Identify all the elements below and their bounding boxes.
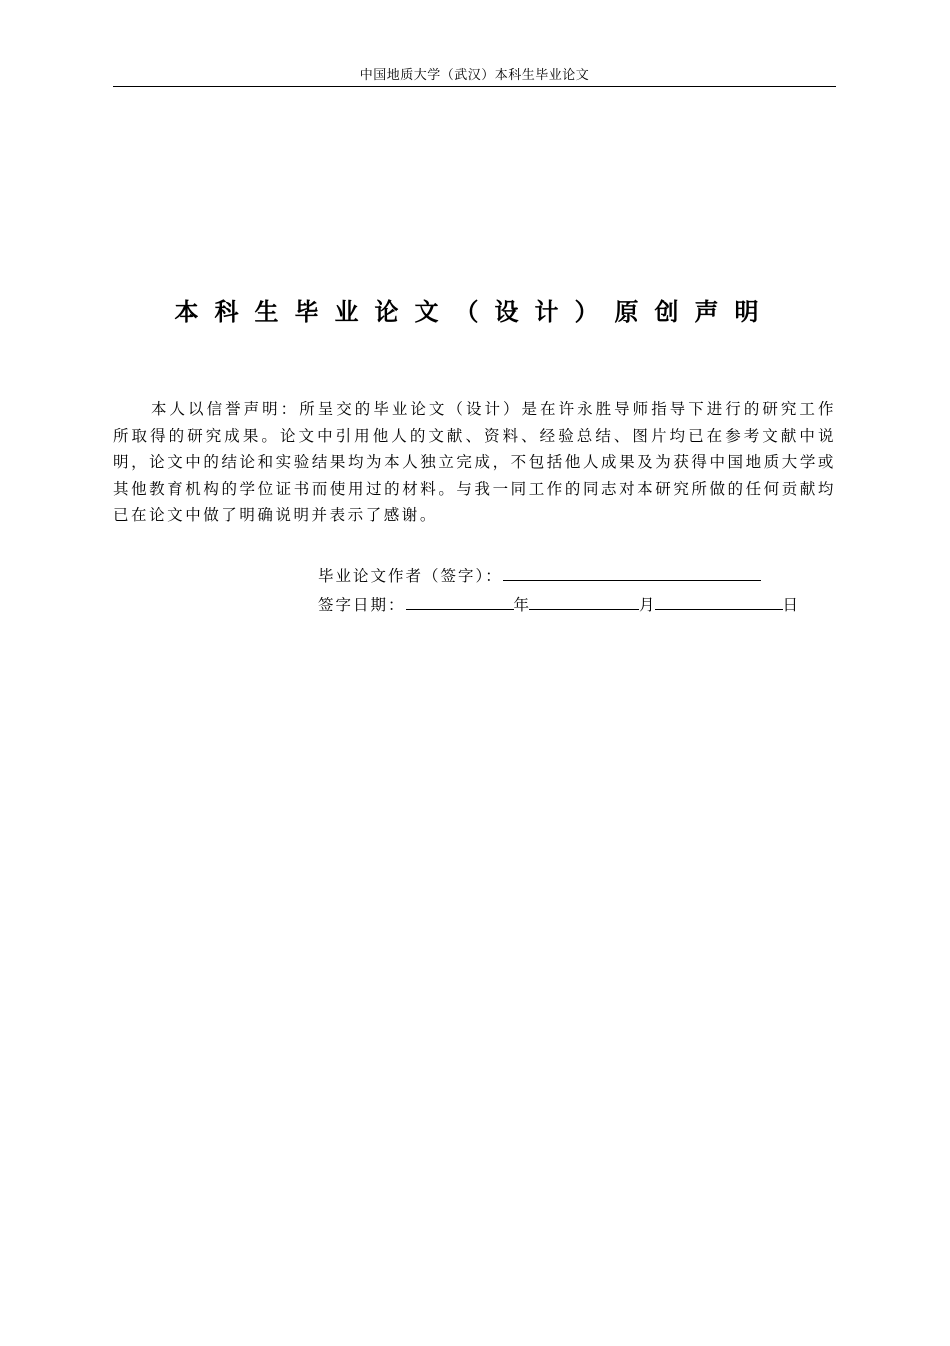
declaration-paragraph: 本人以信誉声明：所呈交的毕业论文（设计）是在许永胜导师指导下进行的研究工作所取得的研究成果。论文中引用他人的文献、资料、经验总结、图片均已在参考文献中说明，论文中的结论和实验结果均为本人独立完成，不包括他人成果及为获得中国地质大学或其他教育机构的学位证书而使用过的材料。与我一同工作的同志对本研究所做的任何贡献均已在论文中做了明确说明并表示了感谢。 (113, 400, 836, 524)
day-line[interactable] (655, 591, 783, 610)
author-signature-row (318, 562, 838, 591)
page-header (113, 64, 836, 87)
month-line[interactable] (529, 591, 639, 610)
signature-date-row (318, 591, 838, 620)
signature-block (318, 562, 838, 620)
header-title: 中国地质大学（武汉）本科生毕业论文 (359, 68, 590, 83)
year-label: 年 (513, 596, 530, 614)
author-signature-line[interactable] (503, 562, 761, 581)
month-label: 月 (639, 596, 655, 614)
year-line[interactable] (406, 591, 514, 610)
signature-date-label: 签字日期： (318, 596, 406, 614)
day-label: 日 (782, 596, 799, 614)
author-signature-label: 毕业论文作者（签字）： (318, 567, 503, 585)
declaration-title: 本科生毕业论文（设计）原创声明 (174, 298, 775, 326)
